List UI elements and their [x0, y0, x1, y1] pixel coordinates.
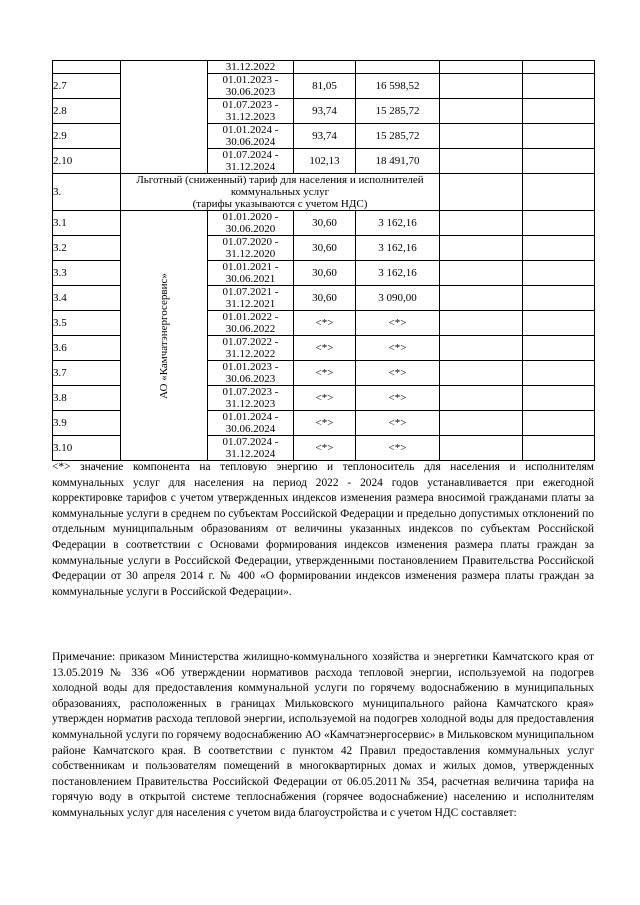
period-cell	[208, 124, 294, 149]
period-start: 01.07.2024 -	[222, 436, 279, 448]
row-number: 2.9	[53, 124, 121, 149]
empty-cell	[440, 124, 523, 149]
period-cell	[208, 336, 294, 361]
section-title	[121, 174, 440, 211]
row-number: 3.4	[53, 286, 121, 311]
period-cell	[208, 211, 294, 236]
value-2: 3 162,16	[356, 261, 440, 286]
period-cell	[208, 411, 294, 436]
period-start: 01.07.2022 -	[222, 336, 279, 348]
period-start: 01.07.2021 -	[222, 286, 279, 298]
row-number: 2.10	[53, 149, 121, 174]
value-2: 16 598,52	[356, 74, 440, 99]
period-start: 01.01.2024 -	[222, 411, 279, 423]
period-start: 01.01.2023 -	[222, 74, 279, 86]
value-1: <*>	[294, 386, 356, 411]
empty-cell	[523, 236, 595, 261]
empty-cell	[523, 361, 595, 386]
period-end: 30.06.2024	[225, 136, 276, 148]
section-title-line2: (тарифы указываются с учетом НДС)	[192, 198, 368, 210]
value-1: 93,74	[294, 124, 356, 149]
period-cell	[208, 236, 294, 261]
value-2: <*>	[356, 386, 440, 411]
empty-cell	[523, 211, 595, 236]
empty-cell	[440, 311, 523, 336]
section-header-row	[53, 174, 595, 211]
row-number: 3.10	[53, 436, 121, 461]
empty-cell	[440, 336, 523, 361]
value-1: 102,13	[294, 149, 356, 174]
value-2: 3 162,16	[356, 236, 440, 261]
value-1: <*>	[294, 411, 356, 436]
empty-cell	[523, 149, 595, 174]
footnote-text: <*> значение компонента на тепловую энергию и теплоноситель для населения и исполнителям коммунальных услуг для населения на период 2022 - 2024 годов устанавливается при ежегодной корректировке тарифов с учетом утвержденных индексов изменения размера вносимой гражданами платы за коммунальные услуги в среднем по субъектам Российской Федерации и предельно допустимых отклонений по отдельным муниципальным образованиям от величины указанных индексов по субъектам Российской Федерации в соответствии с Основами формирования индексов изменения размера платы граждан за коммунальные услуги в Российской Федерации, утвержденными постановлением Правительства Российской Федерации от 30 апреля 2014 г. № 400 «О формировании индексов изменения размера платы граждан за коммунальные услуги в Российской Федерации».	[52, 461, 594, 598]
row-number: 3.8	[53, 386, 121, 411]
period-end: 30.06.2022	[225, 323, 276, 335]
empty-cell	[523, 99, 595, 124]
empty-cell	[523, 74, 595, 99]
empty-cell	[523, 336, 595, 361]
value-2: 15 285,72	[356, 124, 440, 149]
period-cell	[208, 386, 294, 411]
row-number: 3.5	[53, 311, 121, 336]
period-end: 31.12.2021	[225, 298, 276, 310]
period-cell	[208, 74, 294, 99]
empty-cell	[440, 386, 523, 411]
organization-cell	[121, 211, 208, 461]
empty-cell	[523, 436, 595, 461]
row-number: 3.6	[53, 336, 121, 361]
organization-name: АО «Камчатэнергосервис»	[158, 272, 170, 399]
empty-cell	[440, 149, 523, 174]
empty-cell	[440, 236, 523, 261]
empty-cell	[440, 436, 523, 461]
row-number: 2.7	[53, 74, 121, 99]
empty-cell	[523, 386, 595, 411]
period-end: 31.12.2022	[225, 348, 276, 360]
period-start: 01.07.2024 -	[222, 149, 279, 161]
table-row	[53, 61, 595, 74]
value-2: <*>	[356, 361, 440, 386]
empty-cell	[523, 174, 595, 211]
period-end: 30.06.2024	[225, 423, 276, 435]
value-2: 15 285,72	[356, 99, 440, 124]
period-cell	[208, 286, 294, 311]
empty-cell	[440, 99, 523, 124]
empty-cell	[440, 174, 523, 211]
period-start: 01.07.2023 -	[222, 99, 279, 111]
period-start: 01.01.2021 -	[222, 261, 279, 273]
empty-cell	[523, 124, 595, 149]
value-1: <*>	[294, 336, 356, 361]
period-end: 30.06.2023	[225, 86, 276, 98]
section-title-line1: Льготный (сниженный) тариф для населения и исполнителей коммунальных услуг	[136, 174, 424, 198]
row-number: 3.7	[53, 361, 121, 386]
value-1: 81,05	[294, 74, 356, 99]
row-number: 3.3	[53, 261, 121, 286]
value-2: 3 162,16	[356, 211, 440, 236]
value-1: <*>	[294, 361, 356, 386]
period-cell	[208, 149, 294, 174]
period-end: 30.06.2023	[225, 373, 276, 385]
empty-cell	[523, 411, 595, 436]
period-end: 31.12.2020	[225, 248, 276, 260]
value-1: 30,60	[294, 286, 356, 311]
tariff-table	[52, 60, 595, 461]
period-start: 01.01.2020 -	[222, 211, 279, 223]
table-row	[53, 211, 595, 236]
value-2: 18 491,70	[356, 149, 440, 174]
value-2: 3 090,00	[356, 286, 440, 311]
period-cell	[208, 311, 294, 336]
empty-cell	[440, 286, 523, 311]
value-2: <*>	[356, 336, 440, 361]
empty-cell	[440, 361, 523, 386]
period-start: 01.01.2023 -	[222, 361, 279, 373]
empty-cell	[440, 74, 523, 99]
period-start: 01.01.2024 -	[222, 124, 279, 136]
period-end: 31.12.2024	[225, 448, 276, 460]
value-1: <*>	[294, 311, 356, 336]
period-start: 01.07.2020 -	[222, 236, 279, 248]
value-1: 30,60	[294, 236, 356, 261]
empty-cell	[440, 211, 523, 236]
period-end: 31.12.2023	[225, 111, 276, 123]
value-2: <*>	[356, 311, 440, 336]
period-start: 01.07.2023 -	[222, 386, 279, 398]
period-end: 30.06.2021	[225, 273, 276, 285]
value-1: 93,74	[294, 99, 356, 124]
value-2: <*>	[356, 436, 440, 461]
value-1: 30,60	[294, 261, 356, 286]
section-number: 3.	[53, 174, 121, 211]
period-cell	[208, 99, 294, 124]
empty-cell	[523, 286, 595, 311]
row-number: 3.2	[53, 236, 121, 261]
period-end: 31.12.2023	[225, 398, 276, 410]
value-1: 30,60	[294, 211, 356, 236]
period-cell: 31.12.2022	[208, 61, 294, 74]
row-number: 3.9	[53, 411, 121, 436]
period-cell	[208, 261, 294, 286]
period-end: 31.12.2024	[225, 161, 276, 173]
empty-cell	[523, 261, 595, 286]
empty-cell	[440, 411, 523, 436]
period-cell	[208, 436, 294, 461]
period-end: 30.06.2020	[225, 223, 276, 235]
row-number: 3.1	[53, 211, 121, 236]
note-text: Примечание: приказом Министерства жилищно-коммунального хозяйства и энергетики Камчатского края от 13.05.2019 № 336 «Об утверждении нормативов расхода тепловой энергии, используемой на подогрев холодной воды для предоставления коммунальной услуги по горячему водоснабжению в муниципальных образованиях, расположенных в границах Мильковского муниципального района Камчатского края» утвержден норматив расхода тепловой энергии, используемой на подогрев холодной воды для предоставления коммунальной услуги по горячему водоснабжению АО «Камчатэнергосервис» в Мильковском муниципальном районе Камчатского края. В соответствии с пунктом 42 Правил предоставления коммунальных услуг собственникам и пользователям помещений в многоквартирных домах и жилых домов, утвержденных постановлением Правительства Российской Федерации от 06.05.2011№ 354, расчетная величина тарифа на горячую воду в открытой системе теплоснабжения (горячее водоснабжение) населению и исполнителям коммунальных услуг для населения с учетом вида благоустройства и с учетом НДС составляет:	[52, 651, 594, 819]
empty-cell	[440, 261, 523, 286]
empty-cell	[523, 311, 595, 336]
row-number: 2.8	[53, 99, 121, 124]
period-cell	[208, 361, 294, 386]
value-1: <*>	[294, 436, 356, 461]
period-start: 01.01.2022 -	[222, 311, 279, 323]
value-2: <*>	[356, 411, 440, 436]
